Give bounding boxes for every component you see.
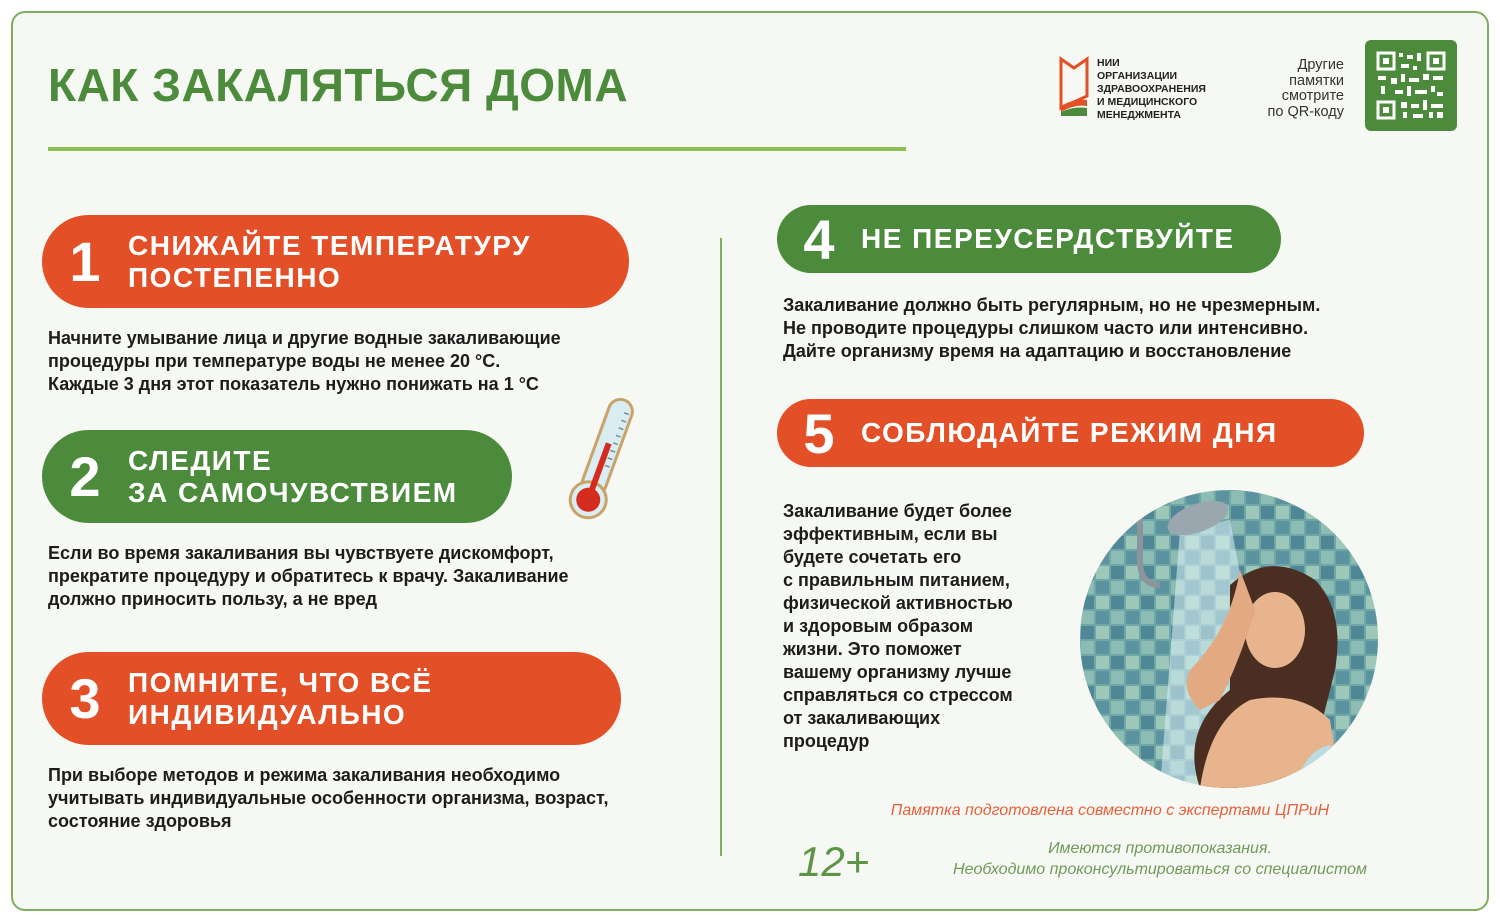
text-line: прекратите процедуру и обратитесь к врачу. Закаливание	[48, 566, 569, 586]
logo-line: НИИ	[1097, 57, 1120, 69]
text-line: Дайте организму время на адаптацию и восстановление	[783, 341, 1292, 361]
institute-name	[1097, 57, 1206, 122]
tip-3-header	[42, 652, 621, 745]
text-line: При выборе методов и режима закаливания необходимо	[48, 765, 561, 785]
tip-title: НЕ ПЕРЕУСЕРДСТВУЙТЕ	[861, 223, 1235, 254]
tip-5-header	[777, 399, 1364, 467]
qr-note-line: Другие	[1297, 57, 1344, 73]
tip-title-line: ПОМНИТЕ, ЧТО ВСЁ	[128, 666, 433, 698]
text-line: жизни. Это поможет	[783, 639, 962, 659]
text-line: учитывать индивидуальные особенности организма, возраст,	[48, 788, 609, 808]
logo-line: ЗДРАВООХРАНЕНИЯ	[1097, 83, 1206, 95]
shower-illustration	[1080, 490, 1378, 788]
institute-logo-icon	[1058, 56, 1090, 118]
tip-1-text	[48, 327, 561, 396]
tip-title-line: ИНДИВИДУАЛЬНО	[128, 698, 407, 730]
tip-title: СОБЛЮДАЙТЕ РЕЖИМ ДНЯ	[861, 417, 1278, 448]
qr-note	[1240, 58, 1344, 120]
tip-title	[128, 230, 531, 294]
text-line: Закаливание должно быть регулярным, но не чрезмерным.	[783, 295, 1321, 315]
tip-title-line: СНИЖАЙТЕ ТЕМПЕРАТУРУ	[128, 229, 531, 261]
warning-line: Имеются противопоказания.	[1048, 840, 1272, 857]
text-line: от закаливающих	[783, 708, 941, 728]
tip-5-text	[783, 500, 1013, 753]
text-line: Начните умывание лица и другие водные закаливающие	[48, 328, 561, 348]
qr-code[interactable]	[1365, 40, 1457, 131]
tip-4-header	[777, 205, 1281, 273]
tip-title-line: ЗА САМОЧУВСТВИЕМ	[128, 476, 458, 508]
tip-title-line: ПОСТЕПЕННО	[128, 261, 342, 293]
credit-note: Памятка подготовлена совместно с экспертами ЦПРиН	[890, 802, 1330, 819]
tip-title-line: СЛЕДИТЕ	[128, 444, 273, 476]
qr-note-line: смотрите	[1281, 88, 1344, 104]
age-rating: 12+	[798, 838, 870, 885]
text-line: эффективным, если вы	[783, 524, 998, 544]
text-line: должно приносить пользу, а не вред	[48, 589, 378, 609]
text-line: процедур	[783, 731, 870, 751]
qr-note-line: памятки	[1289, 72, 1344, 89]
tip-number: 3	[69, 667, 101, 730]
text-line: Каждые 3 дня этот показатель нужно понижать на 1 °C	[48, 374, 539, 394]
text-line: физической активностью	[783, 593, 1013, 613]
tip-2-text	[48, 542, 569, 611]
contraindications-warning	[900, 838, 1420, 880]
text-line: справляться со стрессом	[783, 685, 1013, 705]
text-line: процедуры при температуре воды не менее 20 °C.	[48, 351, 501, 371]
title-underline	[48, 147, 906, 151]
warning-line: Необходимо проконсультироваться со специалистом	[953, 861, 1367, 878]
text-line: Если во время закаливания вы чувствуете дискомфорт,	[48, 543, 554, 563]
column-divider	[720, 238, 722, 856]
tip-number: 1	[69, 230, 101, 293]
tip-2-header	[42, 430, 512, 523]
tip-3-text	[48, 764, 609, 833]
text-line: и здоровым образом	[783, 616, 974, 636]
tip-title	[128, 445, 458, 509]
thermometer-icon	[555, 392, 650, 527]
tip-4-text	[783, 294, 1320, 363]
qr-note-line: по QR-коду	[1267, 103, 1344, 120]
logo-line: МЕНЕДЖМЕНТА	[1097, 109, 1181, 121]
tip-1-header	[42, 215, 629, 308]
text-line: с правильным питанием,	[783, 570, 1010, 590]
text-line: Не проводите процедуры слишком часто или интенсивно.	[783, 318, 1309, 338]
tip-number: 4	[803, 207, 835, 271]
text-line: Закаливание будет более	[783, 501, 1012, 521]
tip-title	[128, 667, 433, 731]
logo-line: ОРГАНИЗАЦИИ	[1097, 70, 1178, 82]
tip-number: 2	[69, 445, 101, 508]
qr-code-icon	[1365, 40, 1457, 131]
page-title: КАК ЗАКАЛЯТЬСЯ ДОМА	[48, 59, 629, 111]
text-line: вашему организму лучше	[783, 662, 1012, 682]
tip-number: 5	[803, 401, 835, 465]
text-line: будете сочетать его	[783, 547, 962, 567]
logo-line: И МЕДИЦИНСКОГО	[1097, 96, 1198, 108]
text-line: состояние здоровья	[48, 811, 232, 831]
